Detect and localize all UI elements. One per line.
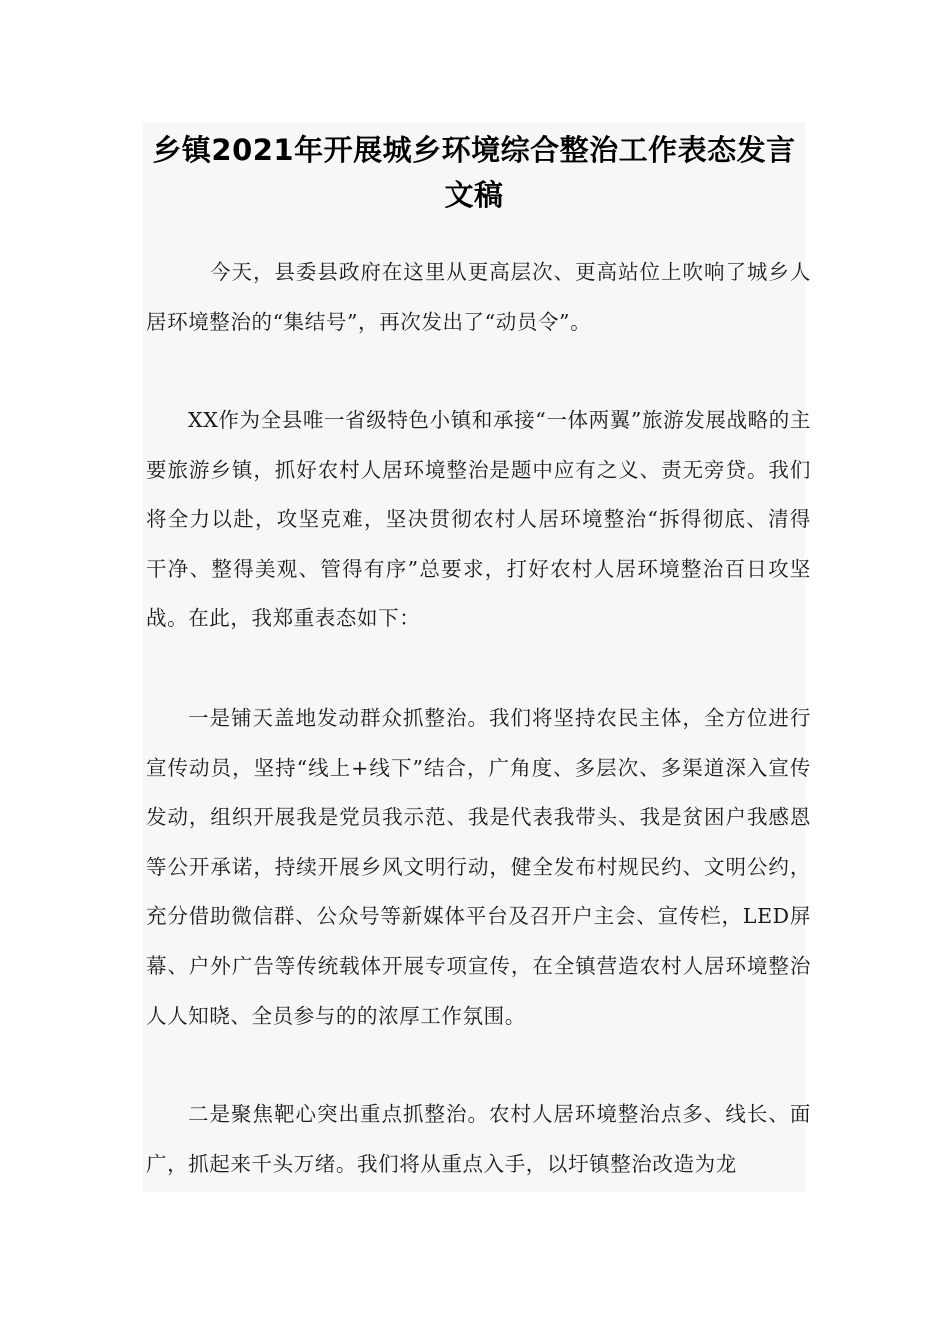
- document-title: 乡镇2021年开展城乡环境综合整治工作表态发言文稿: [152, 133, 796, 212]
- paragraph-point-two: 二是聚焦靶心突出重点抓整治。农村人居环境整治点多、线长、面广，抓起来千头万绪。我们将从重点入手，以圩镇整治改造为龙: [146, 1102, 811, 1176]
- paragraph-opening: 今天，县委县政府在这里从更高层次、更高站位上吹响了城乡人居环境整治的“集结号”，再次发出了“动员令”。: [146, 260, 811, 334]
- paragraph-commitment: XX作为全县唯一省级特色小镇和承接“一体两翼”旅游发展战略的主要旅游乡镇，抓好农村人居环境整治是题中应有之义、责无旁贷。我们将全力以赴，攻坚克难，坚决贯彻农村人居环境整治“拆得彻底、清得干净、整得美观、管得有序”总要求，打好农村人居环境整治百日攻坚战。在此，我郑重表态如下：: [146, 408, 811, 631]
- paragraph-point-one: 一是铺天盖地发动群众抓整治。我们将坚持农民主体，全方位进行宣传动员，坚持“线上+线下”结合，广角度、多层次、多渠道深入宣传发动，组织开展我是党员我示范、我是代表我带头、我是贫困户我感恩等公开承诺，持续开展乡风文明行动，健全发布村规民约、文明公约，充分借助微信群、公众号等新媒体平台及召开户主会、宣传栏，LED屏幕、户外广告等传统载体开展专项宣传，在全镇营造农村人居环境整治人人知晓、全员参与的的浓厚工作氛围。: [146, 706, 811, 1028]
